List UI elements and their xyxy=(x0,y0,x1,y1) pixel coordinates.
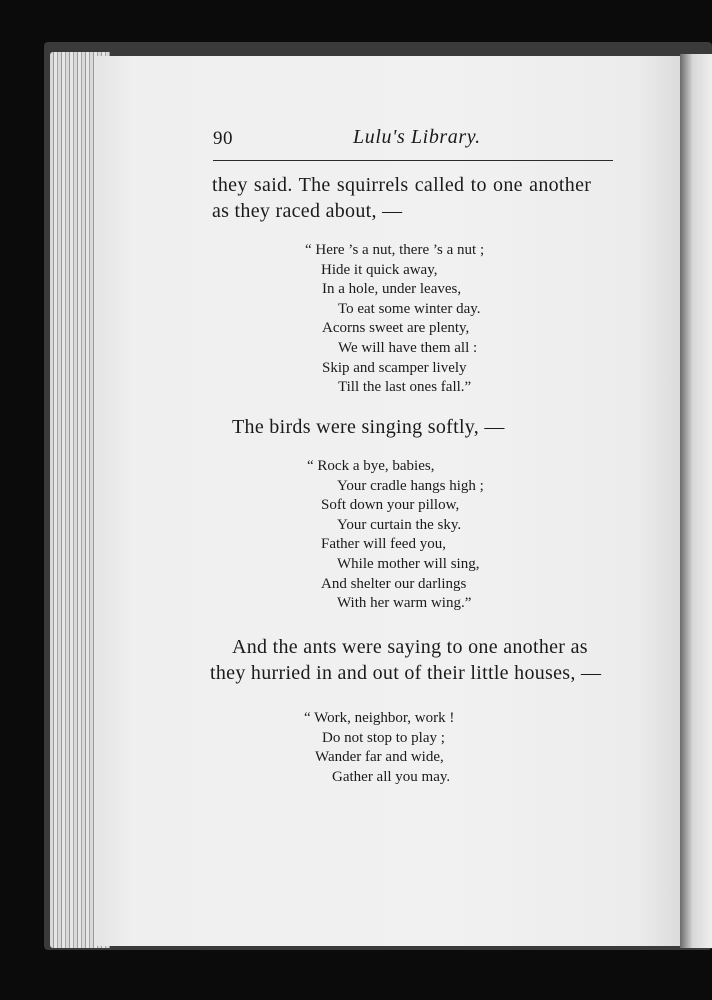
verse-line: Your curtain the sky. xyxy=(337,516,462,533)
verse-line: Do not stop to play ; xyxy=(322,729,445,746)
verse-line: Wander far and wide, xyxy=(315,749,444,766)
verse-1 xyxy=(305,241,484,398)
paragraph-3 xyxy=(210,634,601,686)
paragraph-line: as they raced about, — xyxy=(212,200,403,222)
facing-page-edge xyxy=(680,54,712,948)
verse-line: Gather all you may. xyxy=(332,768,451,785)
page-number: 90 xyxy=(213,128,233,149)
verse-line: We will have them all : xyxy=(338,339,478,356)
verse-line: Father will feed you, xyxy=(321,536,446,553)
verse-line: Hide it quick away, xyxy=(321,261,438,278)
verse-line: Acorns sweet are plenty, xyxy=(322,320,470,337)
verse-line: With her warm wing.” xyxy=(337,595,472,612)
paragraph-line: they said. The squirrels called to one another xyxy=(212,174,592,196)
paragraph-line: And the ants were saying to one another as xyxy=(232,636,588,658)
header-rule xyxy=(213,160,613,161)
paragraph-2: The birds were singing softly, — xyxy=(232,416,505,438)
page-header xyxy=(213,124,613,156)
verse-line: And shelter our darlings xyxy=(321,575,467,592)
verse-3 xyxy=(304,709,454,787)
verse-line: Your cradle hangs high ; xyxy=(337,477,484,494)
verse-line: Till the last ones fall.” xyxy=(338,379,472,396)
verse-line: “ Here ’s a nut, there ’s a nut ; xyxy=(305,242,485,258)
verse-2 xyxy=(307,457,484,614)
paragraph-1 xyxy=(212,172,591,224)
verse-line: “ Rock a bye, babies, xyxy=(307,458,435,474)
verse-line: In a hole, under leaves, xyxy=(322,281,462,298)
verse-line: “ Work, neighbor, work ! xyxy=(304,710,455,726)
verse-line: Skip and scamper lively xyxy=(322,359,467,376)
verse-line: To eat some winter day. xyxy=(338,300,481,317)
paragraph-line: they hurried in and out of their little houses, — xyxy=(210,662,602,684)
running-title: Lulu's Library. xyxy=(353,126,481,148)
verse-line: While mother will sing, xyxy=(337,555,480,572)
verse-line: Soft down your pillow, xyxy=(321,497,460,514)
